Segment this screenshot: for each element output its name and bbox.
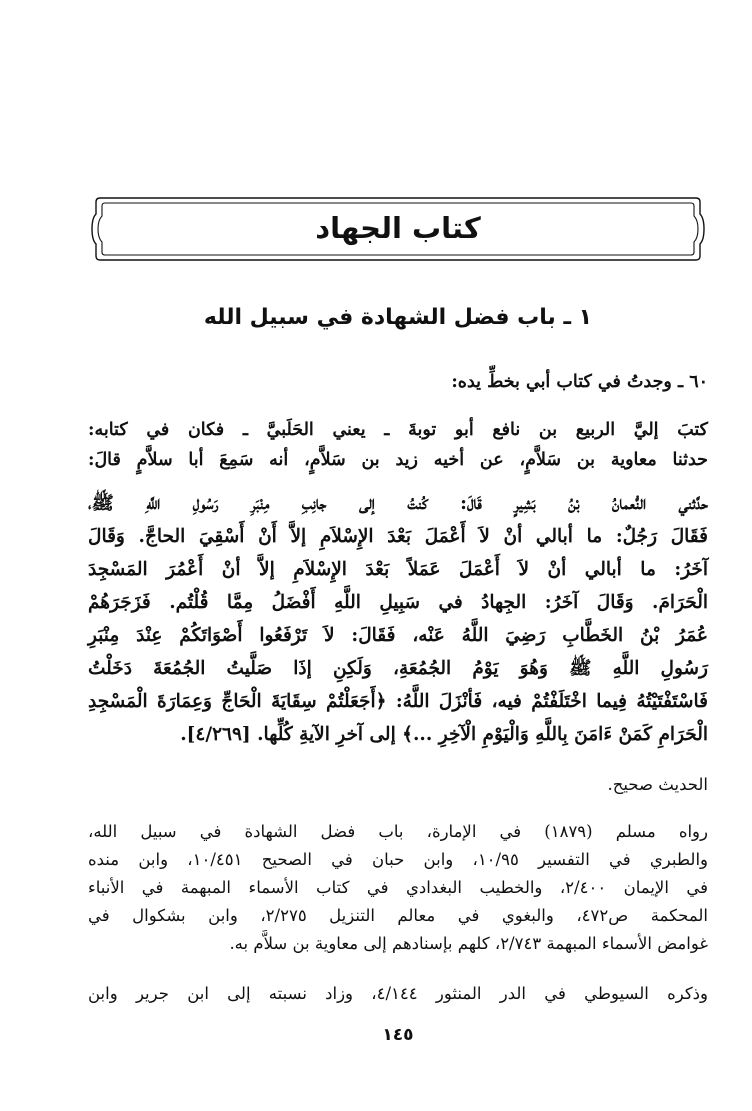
sanad-line: كتبَ إليَّ الربيع بن نافع أبو توبةَ ـ يعني الحَلَبيَّ ـ فكان في كتابه: [88,420,708,440]
matn-line: الْحَرَامِ كَمَنْ ءَامَنَ بِاللَّهِ وَالْيَوْمِ الْآخِرِ ...﴾ إلى آخرِ الآيةِ كُلِّها. [٤/٢٦٩]. [180,724,708,745]
section-heading: ١ ـ باب فضل الشهادة في سبيل الله [203,305,593,330]
matn-line: رَسُولِ اللَّهِ ﷺ وَهُوَ يَوْمُ الجُمُعَةِ، وَلَكِنِ إذَا صَلَّيتُ الجُمُعَةَ دَخَلْتُ [88,658,708,679]
matn-line: حدَّثني النُّعمانُ بْنُ بَشِيرٍ قَالَ: كُنتُ إلى جانِبِ مِنْبَرِ رَسُولِ اللَّهِ ﷺ، [88,493,708,514]
takhrij-line: والطبري في التفسير ١٠/٩٥، وابن حبان في الصحيح ١٠/٤٥١، وابن منده [88,850,708,869]
matn-line: آخَرُ: ما أبالي أنْ لاَ أَعْمَلَ عَمَلاً بَعْدَ الإِسْلاَمِ إلاَّ أنْ أَعْمُرَ المَسْجِدَ [88,559,708,580]
hadith-grading: الحديث صحيح. [607,775,708,794]
chapter-title-frame [88,194,708,264]
takhrij-line: غوامض الأسماء المبهمة ٢/٧٤٣، كلهم بإسنادهم إلى معاوية بن سلاَّم به. [229,934,708,953]
suyuti-note: وذكره السيوطي في الدر المنثور ٤/١٤٤، وزاد نسبته إلى ابن جرير وابن [88,984,708,1003]
book-page [88,0,708,1111]
matn-line: عُمَرُ بْنُ الخَطَّابِ رَضِيَ اللَّهُ عَنْه، فَقَالَ: لاَ تَرْفَعُوا أَصْوَاتَكُمْ عِنْدَ مِنْبَرِ [88,625,708,646]
takhrij-line: في الإيمان ٢/٤٠٠، والخطيب البغدادي في كتاب الأسماء المبهمة في الأنباء [88,878,708,897]
chapter-title: كتاب الجهاد [315,211,481,245]
matn-line: فَقَالَ رَجُلٌ: ما أبالي أنْ لاَ أَعْمَلَ بَعْدَ الإِسْلاَمِ إلاَّ أَنْ أَسْقِيَ الحاجَّ. وَقَالَ [88,526,708,547]
page-number: ١٤٥ [382,1025,414,1045]
matn-line: الْحَرَامَ. وَقَالَ آخَرُ: الجِهادُ في سَبِيلِ اللَّهِ أَفْضَلُ مِمَّا قُلْتُم. فَزَجَرَهُمْ [88,592,708,613]
sanad-line: حدثنا معاوية بن سَلاَّمٍ، عن أخيه زيد بن سَلاَّمٍ، أنه سَمِعَ أبا سلاَّمٍ قالَ: [88,450,708,470]
matn-line: فَاسْتَفْتَيْتُهُ فِيما اخْتَلَفْتُمْ فيه، فَأنْزَلَ اللَّهُ: ﴿أَجَعَلْتُمْ سِقَايَةَ الْحَاجِّ وَعِمَارَةَ الْمَسْجِدِ [88,691,708,712]
hadith-intro: ٦٠ ـ وجدتُ في كتاب أبي بخطِّ يده: [451,372,708,392]
takhrij-line: رواه مسلم (١٨٧٩) في الإمارة، باب فضل الشهادة في سبيل الله، [88,822,708,841]
takhrij-line: المحكمة ص٤٧٢، والبغوي في معالم التنزيل ٢/٢٧٥، وابن بشكوال في [88,906,708,925]
